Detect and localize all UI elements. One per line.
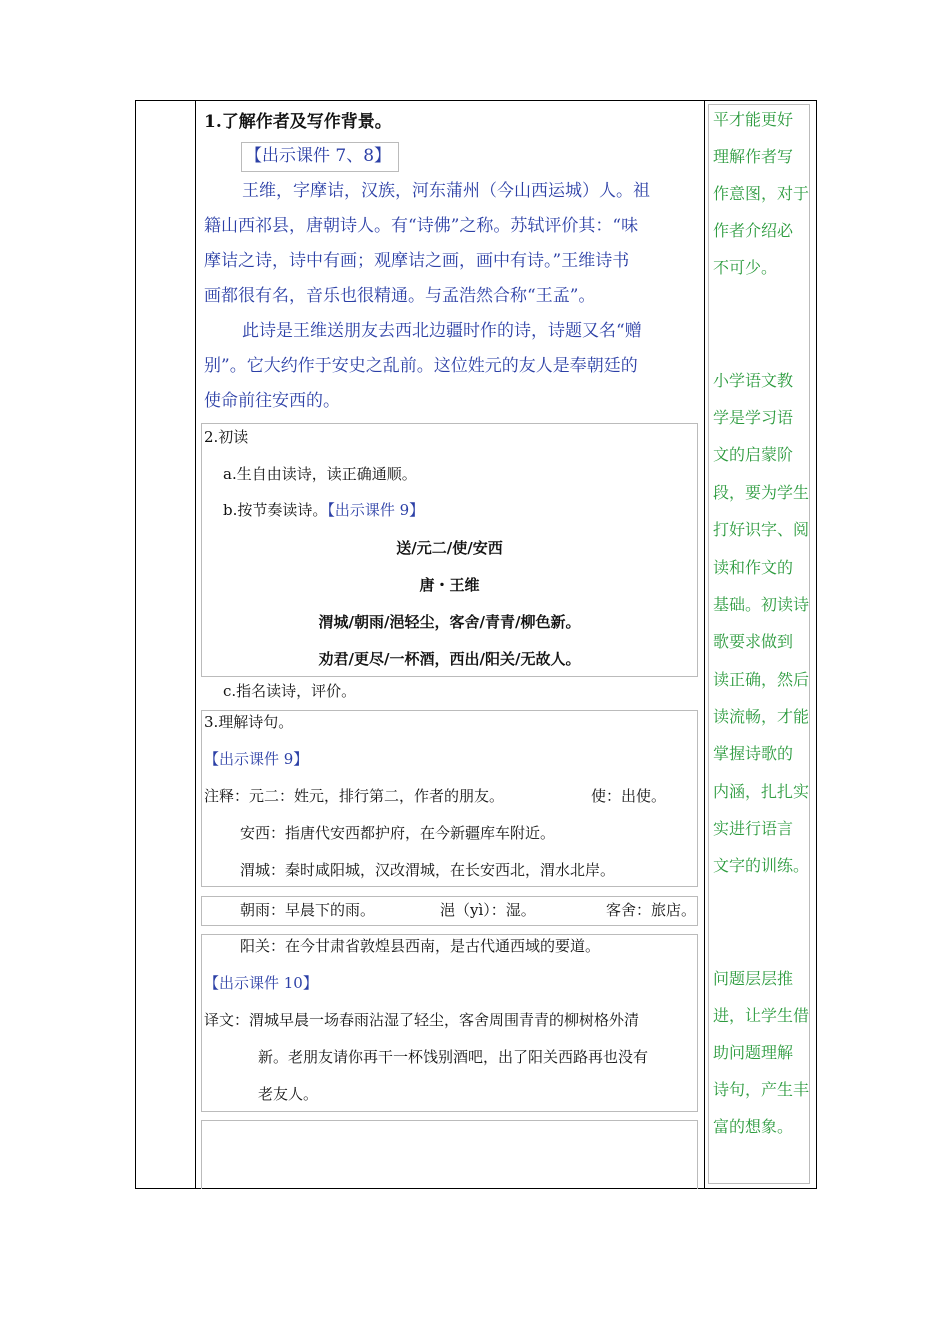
note-line: 安西：指唐代安西都护府，在今新疆库车附近。 bbox=[240, 824, 556, 842]
table-top-border bbox=[135, 100, 817, 101]
note-line: 内涵，扎扎实 bbox=[713, 782, 810, 801]
note-line: 学是学习语 bbox=[713, 408, 794, 427]
background-line: 别”。它大约作于安史之乱前。这位姓元的友人是奉朝廷的 bbox=[204, 356, 638, 376]
note-line: 作者介绍必 bbox=[713, 221, 794, 240]
poem-author: 唐・王维 bbox=[419, 576, 480, 594]
poem-title: 送/元二/使/安西 bbox=[396, 539, 503, 557]
courseware-tag-4: 【出示课件 10】 bbox=[204, 974, 318, 992]
table-col-divider-2 bbox=[704, 100, 705, 1189]
table-col-divider-1 bbox=[195, 100, 196, 1189]
word-note: 客舍：旅店。 bbox=[606, 901, 697, 919]
note-line: 段，要为学生 bbox=[713, 483, 810, 502]
note-line: 歌要求做到 bbox=[713, 632, 794, 651]
bio-line: 王维，字摩诘，汉族，河东蒲州（今山西运城）人。祖 bbox=[242, 181, 650, 201]
table-left-border bbox=[135, 100, 136, 1189]
bio-line: 摩诘之诗，诗中有画；观摩诘之画，画中有诗。”王维诗书 bbox=[204, 251, 630, 271]
note-line: 平才能更好 bbox=[713, 110, 794, 129]
note-line: 诗句，产生丰 bbox=[713, 1080, 810, 1099]
note-line: 读和作文的 bbox=[713, 558, 794, 577]
item-b-text: b.按节奏读诗。 bbox=[223, 501, 328, 519]
section2-heading: 2.初读 bbox=[204, 428, 249, 446]
note-line: 理解作者写 bbox=[713, 147, 794, 166]
section3-heading: 3.理解诗句。 bbox=[204, 713, 294, 731]
note-line: 助问题理解 bbox=[713, 1043, 794, 1062]
courseware-tag-2: 【出示课件 9】 bbox=[327, 501, 425, 519]
background-line: 使命前往安西的。 bbox=[204, 391, 340, 411]
empty-box bbox=[201, 1120, 698, 1189]
background-line: 此诗是王维送朋友去西北边疆时作的诗，诗题又名“赠 bbox=[242, 321, 642, 341]
note-line: 作意图，对于 bbox=[713, 184, 810, 203]
note-line: 文字的训练。 bbox=[713, 856, 810, 875]
note-line: 掌握诗歌的 bbox=[713, 744, 794, 763]
section1-heading: 1.了解作者及写作背景。 bbox=[204, 112, 392, 132]
courseware-tag-1: 【出示课件 7、8】 bbox=[245, 146, 392, 166]
poem-line-2: 劝君/更尽/一杯酒，西出/阳关/无故人。 bbox=[318, 650, 581, 668]
poem-line-1: 渭城/朝雨/浥轻尘，客舍/青青/柳色新。 bbox=[318, 613, 581, 631]
note-line: 基础。初读诗 bbox=[713, 595, 810, 614]
note-line: 不可少。 bbox=[713, 258, 778, 277]
bio-line: 画都很有名，音乐也很精通。与孟浩然合称“王孟”。 bbox=[204, 286, 596, 306]
translation-line: 译文：渭城早晨一场春雨沾湿了轻尘，客舍周围青青的柳树格外清 bbox=[204, 1011, 640, 1029]
item-a: a.生自由读诗，读正确通顺。 bbox=[223, 465, 417, 483]
note-line: 读流畅，才能 bbox=[713, 707, 810, 726]
note-line: 打好识字、阅 bbox=[713, 520, 810, 539]
note-line: 问题层层推 bbox=[713, 969, 794, 988]
note-line: 渭城：秦时咸阳城，汉改渭城，在长安西北，渭水北岸。 bbox=[240, 861, 616, 879]
note-line: 富的想象。 bbox=[713, 1117, 794, 1136]
note-line: 使：出使。 bbox=[591, 787, 667, 805]
item-b bbox=[223, 503, 424, 518]
translation-line: 老友人。 bbox=[258, 1085, 319, 1103]
courseware-tag-3: 【出示课件 9】 bbox=[204, 750, 309, 768]
translation-line: 新。老朋友请你再干一杯饯别酒吧，出了阳关西路再也没有 bbox=[258, 1048, 649, 1066]
yangguan-note: 阳关：在今甘肃省敦煌县西南，是古代通西域的要道。 bbox=[240, 937, 601, 955]
note-line: 注释：元二：姓元，排行第二，作者的朋友。 bbox=[204, 787, 505, 805]
note-line: 进，让学生借 bbox=[713, 1006, 810, 1025]
note-line: 读正确，然后 bbox=[713, 670, 810, 689]
note-line: 小学语文教 bbox=[713, 371, 794, 390]
note-line: 实进行语言 bbox=[713, 819, 794, 838]
item-c: c.指名读诗，评价。 bbox=[223, 682, 357, 700]
table-right-border bbox=[816, 100, 817, 1189]
bio-line: 籍山西祁县，唐朝诗人。有“诗佛”之称。苏轼评价其：“味 bbox=[204, 216, 639, 236]
note-line: 文的启蒙阶 bbox=[713, 445, 794, 464]
word-note: 朝雨：早晨下的雨。 bbox=[240, 901, 376, 919]
word-note: 浥（yì）：湿。 bbox=[440, 901, 536, 919]
